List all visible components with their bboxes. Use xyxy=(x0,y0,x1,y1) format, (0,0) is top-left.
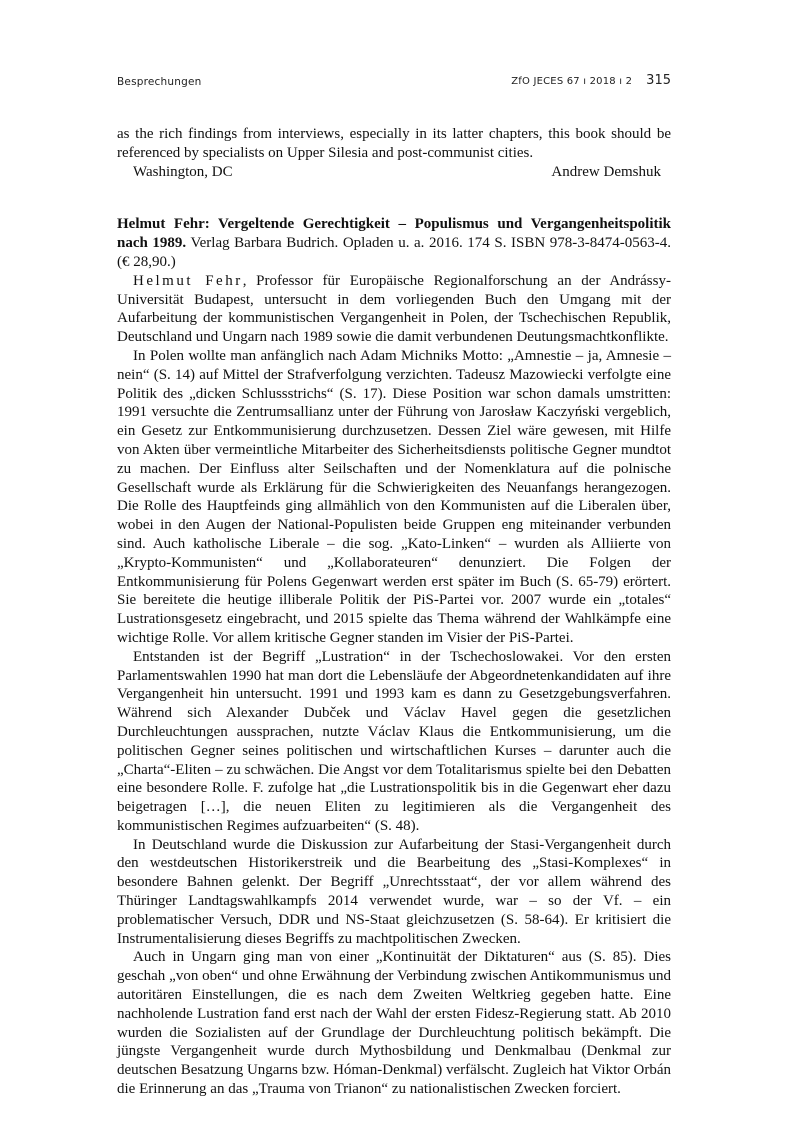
author-name: Helmut Fehr xyxy=(133,272,243,289)
previous-review-ending: as the rich findings from interviews, especially in its latter chapters, this book should be referenced by specialists on Upper Silesia and post-communist cities. xyxy=(117,126,671,161)
review-paragraph-4: In Deutschland wurde die Diskussion zur Aufarbeitung der Stasi-Vergangenheit durch den westdeutschen Historikerstreik und die Bearbeitung des „Stasi-Komplexes“ in besondere Bahnen gelenkt. Der Begriff „Unrechtsstaat“, der vor allem während des Thüringer Landtagswahlkampfs 2014 verwendet wurde, war – so der Vf. – ein problematischer Versuch, DDR und NS-Staat gleichzusetzen (S. 58-64). Er kritisiert die Instrumentalisierung dieses Begriffs zu machtpolitischen Zwecken. xyxy=(117,836,671,947)
section-title: Besprechungen xyxy=(117,76,202,88)
page-body xyxy=(117,125,671,1099)
running-header xyxy=(117,73,671,91)
review-separator xyxy=(117,181,671,215)
journal-info xyxy=(511,73,671,88)
journal-citation: ZfO JECES 67 ı 2018 ı 2 xyxy=(511,76,633,87)
paragraph-1-text: , Professor für Europäische Regionalforschung an der Andrássy-Universität Budapest, untersucht in dem vorliegenden Buch den Umgang mit der Aufarbeitung der kommunistischen Vergangenheit in Polen, der Tschechischen Republik, Deutschland und Ungarn nach 1989 sowie die damit verbundenen Deutungsmachtkonflikte. xyxy=(117,272,671,346)
reviewer-name: Andrew Demshuk xyxy=(551,163,661,180)
previous-review-signature xyxy=(117,163,671,182)
review-paragraph-3: Entstanden ist der Begriff „Lustration“ in der Tschechoslowakei. Vor den ersten Parlamentswahlen 1990 hat man dort die Lebensläufe der Abgeordnetenkandidaten auf ihre Vergangenheit hin untersucht. 1991 und 1993 kam es dann zu Gesetzgebungsverfahren. Während sich Alexander Dubček und Václav Havel gegen die gesetzlichen Durchleuchtungen aussprachen, nutzte Václav Klaus die Entkommunisierung, um die politischen Gegner seines politischen und wirtschaftlichen Kurses – darunter auch die „Charta“-Eliten – zu schwächen. Die Angst vor dem Totalitarismus spielte bei den Debatten eine besondere Rolle. F. zufolge hat „die Lustrationspolitik bis in die Gegenwart eher dazu beigetragen […], die neuen Eliten zu legitimieren als die Vergangenheit des kommunistischen Regimes aufzuarbeiten“ (S. 48). xyxy=(117,648,671,834)
page-number: 315 xyxy=(646,73,671,88)
book-bibliography: Verlag Barbara Budrich. Opladen u. a. 2016. 174 S. ISBN 978-3-8474-0563-4. (€ 28,90.) xyxy=(117,235,671,270)
review-paragraph-2: In Polen wollte man anfänglich nach Adam Michniks Motto: „Amnestie – ja, Amnesie – nein“ (S. 14) auf Mittel der Strafverfolgung verzichten. Tadeusz Mazowiecki verfolgte eine Politik des „dicken Schlussstrichs“ (S. 17). Diese Position war schon damals umstritten: 1991 versuchte die Zentrumsallianz unter der Führung von Jarosław Kaczyński vergeblich, ein Gesetz zur Entkommunisierung durchzusetzen. Dessen Ziel wäre gewesen, mit Hilfe von Akten über vermeintliche Mitarbeiter des Sicherheitsdiensts politische Gegner mundtot zu machen. Der Einfluss alter Seilschaften und der Nomenklatura auf die polnische Gesellschaft wurde als Erklärung für die Schwierigkeiten des Neuanfangs herangezogen. Die Rolle des Hauptfeinds ging allmählich von den Kommunisten auf die Liberalen über, wobei in den Augen der National-Populisten beide Gruppen eng miteinander verbunden sind. Auch katholische Liberale – die sog. „Kato-Linken“ – wurden als Alliierte von „Krypto-Kommunisten“ und „Kollaborateuren“ denunziert. Die Folgen der Entkommunisierung für Polens Gegenwart werden erst später im Buch (S. 65-79) erörtert. Sie bereitete die heutige illiberale Politik der PiS-Partei vor. 2007 wurde ein „totales“ Lustrationsgesetz eingebracht, und 2015 spielte das Thema während der Wahlkämpfe eine wichtige Rolle. Vor allem kritische Gegner standen im Visier der PiS-Partei. xyxy=(117,347,671,646)
review-paragraph-1 xyxy=(117,272,671,347)
reviewer-location: Washington, DC xyxy=(133,163,233,180)
review-paragraph-5: Auch in Ungarn ging man von einer „Kontinuität der Diktaturen“ aus (S. 85). Dies geschah „von oben“ und ohne Erwähnung der Verbindung zwischen Antikommunismus und autoritären Einstellungen, die es nach dem Zweiten Weltkrieg gegeben hatte. Eine nachholende Lustration fand erst nach der Wahl der ersten Fidesz-Regierung statt. Ab 2010 wurden die Sozialisten auf der Grundlage der Durchleuchtung politisch bekämpft. Die jüngste Vergangenheit wurde durch Mythosbildung und Denkmalbau (Denkmal zur deutschen Besatzung Ungarns bzw. Hóman-Denkmal) verfälscht. Zugleich hat Viktor Orbán die Erinnerung an das „Trauma von Trianon“ zu nationalistischen Zwecken forciert. xyxy=(117,949,671,1098)
review-heading xyxy=(117,215,671,271)
book-title: Helmut Fehr: Vergeltende Gerechtigkeit – Populismus und Vergangenheitspolitik nach 1989. xyxy=(117,216,671,252)
